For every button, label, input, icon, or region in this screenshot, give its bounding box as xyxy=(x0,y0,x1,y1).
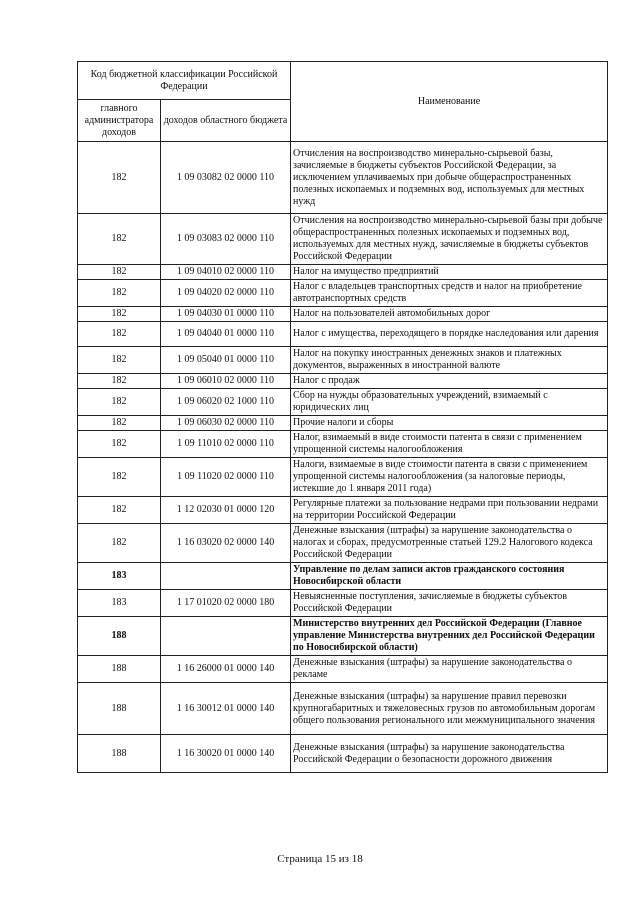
cell-name: Налог с владельцев транспортных средств и налог на приобретение автотранспортных средств xyxy=(291,280,608,307)
cell-admin-code: 182 xyxy=(78,458,161,497)
cell-admin-code: 182 xyxy=(78,265,161,280)
cell-admin-code: 182 xyxy=(78,374,161,389)
cell-admin-code: 182 xyxy=(78,524,161,563)
cell-income-code: 1 17 01020 02 0000 180 xyxy=(161,590,291,617)
cell-admin-code: 182 xyxy=(78,497,161,524)
cell-admin-code: 182 xyxy=(78,347,161,374)
table-row xyxy=(78,524,608,563)
table-row xyxy=(78,389,608,416)
table-row xyxy=(78,416,608,431)
cell-admin-code: 182 xyxy=(78,416,161,431)
cell-admin-code: 183 xyxy=(78,563,161,590)
table-row xyxy=(78,347,608,374)
table-row xyxy=(78,265,608,280)
cell-income-code: 1 09 03082 02 0000 110 xyxy=(161,142,291,214)
cell-income-code: 1 09 11020 02 0000 110 xyxy=(161,458,291,497)
table-row xyxy=(78,322,608,347)
header-group-label: Код бюджетной классификации Российской Федерации xyxy=(78,62,291,100)
cell-income-code: 1 09 04010 02 0000 110 xyxy=(161,265,291,280)
cell-name: Сбор на нужды образовательных учреждений, взимаемый с юридических лиц xyxy=(291,389,608,416)
cell-admin-code: 188 xyxy=(78,656,161,683)
cell-name: Денежные взыскания (штрафы) за нарушение законодательства Российской Федерации о безопасности дорожного движения xyxy=(291,735,608,773)
cell-name: Налог с имущества, переходящего в порядке наследования или дарения xyxy=(291,322,608,347)
cell-income-code xyxy=(161,563,291,590)
table-row xyxy=(78,280,608,307)
cell-name: Налог с продаж xyxy=(291,374,608,389)
page-number: Страница 15 из 18 xyxy=(277,853,363,865)
cell-income-code: 1 09 03083 02 0000 110 xyxy=(161,214,291,265)
table-row xyxy=(78,590,608,617)
cell-income-code: 1 16 30012 01 0000 140 xyxy=(161,683,291,735)
budget-classification-table xyxy=(77,61,608,773)
cell-admin-code: 182 xyxy=(78,322,161,347)
cell-name: Денежные взыскания (штрафы) за нарушение законодательства о рекламе xyxy=(291,656,608,683)
cell-name: Отчисления на воспроизводство минерально-сырьевой базы, зачисляемые в бюджеты субъектов Российской Федерации, за исключением уплачиваемых при добыче общераспространенных полезных ископаемых и подземных вод, используемых для местных нужд xyxy=(291,142,608,214)
cell-admin-code: 182 xyxy=(78,142,161,214)
cell-admin-code: 188 xyxy=(78,683,161,735)
table-row xyxy=(78,458,608,497)
cell-income-code: 1 09 06020 02 1000 110 xyxy=(161,389,291,416)
cell-name: Управление по делам записи актов гражданского состояния Новосибирской области xyxy=(291,563,608,590)
cell-income-code: 1 09 06010 02 0000 110 xyxy=(161,374,291,389)
cell-income-code: 1 09 04040 01 0000 110 xyxy=(161,322,291,347)
cell-admin-code: 182 xyxy=(78,214,161,265)
cell-name: Денежные взыскания (штрафы) за нарушение правил перевозки крупногабаритных и тяжеловесных грузов по автомобильным дорогам общего пользования регионального или межмуниципального значения xyxy=(291,683,608,735)
table-row xyxy=(78,214,608,265)
cell-admin-code: 183 xyxy=(78,590,161,617)
header-name: Наименование xyxy=(291,62,608,142)
table-row xyxy=(78,142,608,214)
header-admin: главного администратора доходов xyxy=(78,100,161,142)
table-row xyxy=(78,374,608,389)
cell-income-code: 1 12 02030 01 0000 120 xyxy=(161,497,291,524)
table-row xyxy=(78,431,608,458)
cell-admin-code: 182 xyxy=(78,280,161,307)
header-income: доходов областного бюджета xyxy=(161,100,291,142)
table-row xyxy=(78,497,608,524)
cell-income-code: 1 09 05040 01 0000 110 xyxy=(161,347,291,374)
cell-income-code: 1 16 26000 01 0000 140 xyxy=(161,656,291,683)
cell-income-code xyxy=(161,617,291,656)
cell-income-code: 1 16 03020 02 0000 140 xyxy=(161,524,291,563)
cell-name: Налоги, взимаемые в виде стоимости патента в связи с применением упрощенной системы налогообложения (за налоговые периоды, истекшие до 1 января 2011 года) xyxy=(291,458,608,497)
cell-name: Налог на покупку иностранных денежных знаков и платежных документов, выраженных в иностранной валюте xyxy=(291,347,608,374)
cell-admin-code: 182 xyxy=(78,307,161,322)
table-row xyxy=(78,683,608,735)
cell-income-code: 1 09 04020 02 0000 110 xyxy=(161,280,291,307)
table-row xyxy=(78,617,608,656)
cell-name: Налог, взимаемый в виде стоимости патента в связи с применением упрощенной системы налогообложения xyxy=(291,431,608,458)
table-body xyxy=(78,142,608,773)
table-row xyxy=(78,307,608,322)
cell-admin-code: 188 xyxy=(78,735,161,773)
cell-name: Денежные взыскания (штрафы) за нарушение законодательства о налогах и сборах, предусмотренные статьей 129.2 Налогового кодекса Российской Федерации xyxy=(291,524,608,563)
cell-income-code: 1 09 04030 01 0000 110 xyxy=(161,307,291,322)
table-row xyxy=(78,563,608,590)
cell-income-code: 1 09 11010 02 0000 110 xyxy=(161,431,291,458)
cell-admin-code: 182 xyxy=(78,389,161,416)
cell-admin-code: 182 xyxy=(78,431,161,458)
cell-income-code: 1 16 30020 01 0000 140 xyxy=(161,735,291,773)
cell-name: Регулярные платежи за пользование недрами при пользовании недрами на территории Российской Федерации xyxy=(291,497,608,524)
cell-name: Прочие налоги и сборы xyxy=(291,416,608,431)
cell-admin-code: 188 xyxy=(78,617,161,656)
cell-name: Налог на имущество предприятий xyxy=(291,265,608,280)
cell-name: Отчисления на воспроизводство минерально-сырьевой базы при добыче общераспространенных полезных ископаемых и подземных вод, используемых для местных нужд, зачисляемые в бюджеты субъектов Российской Федерации xyxy=(291,214,608,265)
cell-name: Налог на пользователей автомобильных дорог xyxy=(291,307,608,322)
cell-name: Министерство внутренних дел Российской Федерации (Главное управление Министерства внутренних дел Российской Федерации по Новосибирской области) xyxy=(291,617,608,656)
table-row xyxy=(78,656,608,683)
cell-name: Невыясненные поступления, зачисляемые в бюджеты субъектов Российской Федерации xyxy=(291,590,608,617)
cell-income-code: 1 09 06030 02 0000 110 xyxy=(161,416,291,431)
table-row xyxy=(78,735,608,773)
